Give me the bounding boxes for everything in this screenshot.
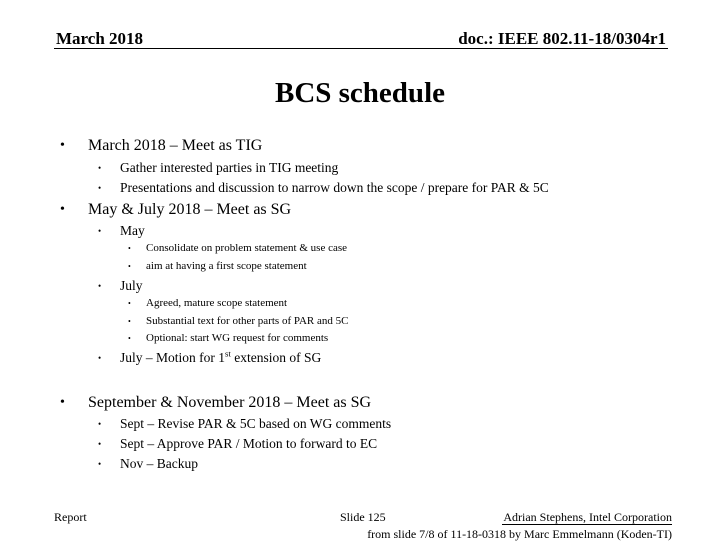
motion-text: July – Motion for 1 <box>120 350 226 365</box>
header-rule <box>54 48 668 49</box>
footer-source-note: from slide 7/8 of 11-18-0318 by Marc Emmelmann (Koden-TI) <box>367 527 672 541</box>
bullet-icon: • <box>98 226 102 236</box>
bullet-icon: • <box>98 353 102 363</box>
bullet-text: September & November 2018 – Meet as SG <box>88 394 372 411</box>
bullet-icon: • <box>128 334 131 343</box>
footer-author: Adrian Stephens, Intel Corporation <box>503 510 672 524</box>
bullet-icon: • <box>60 395 65 410</box>
bullet-icon: • <box>128 299 131 308</box>
sub-bullet-text <box>120 350 321 366</box>
bullet-icon: • <box>128 244 131 253</box>
footer-rule <box>502 524 672 525</box>
footer-report-label: Report <box>54 510 87 524</box>
sub-bullet-text: July <box>120 278 143 293</box>
header-date: March 2018 <box>56 29 144 48</box>
sub-sub-bullet-text: Substantial text for other parts of PAR and 5C <box>146 315 349 327</box>
bullet-icon: • <box>60 202 65 217</box>
bullet-text: May & July 2018 – Meet as SG <box>88 201 292 218</box>
sub-sub-bullet-text: Consolidate on problem statement & use case <box>146 242 348 254</box>
bullet-icon: • <box>98 439 102 449</box>
bullet-icon: • <box>98 183 102 193</box>
footer-slide-number: Slide 125 <box>340 510 386 524</box>
sub-bullet-text: Presentations and discussion to narrow down the scope / prepare for PAR & 5C <box>120 180 549 195</box>
ordinal-suffix: st <box>225 348 231 359</box>
bullet-text: March 2018 – Meet as TIG <box>88 137 263 154</box>
sub-sub-bullet-text: Agreed, mature scope statement <box>146 297 288 309</box>
sub-bullet-text: Gather interested parties in TIG meeting <box>120 160 339 175</box>
bullet-icon: • <box>98 419 102 429</box>
sub-bullet-text: Sept – Revise PAR & 5C based on WG comments <box>120 416 392 431</box>
bullet-icon: • <box>128 317 131 326</box>
sub-bullet-text: May <box>120 223 145 238</box>
slide-title: BCS schedule <box>274 77 445 109</box>
bullet-icon: • <box>98 459 102 469</box>
sub-sub-bullet-text: aim at having a first scope statement <box>146 260 307 272</box>
motion-text-end: extension of SG <box>230 350 322 365</box>
bullet-icon: • <box>98 163 102 173</box>
sub-sub-bullet-text: Optional: start WG request for comments <box>146 332 329 344</box>
sub-bullet-text: Sept – Approve PAR / Motion to forward to EC <box>120 436 378 451</box>
header-doc-id: doc.: IEEE 802.11-18/0304r1 <box>458 29 666 48</box>
bullet-icon: • <box>98 281 102 291</box>
bullet-icon: • <box>60 138 65 153</box>
sub-bullet-text: Nov – Backup <box>120 456 198 471</box>
bullet-icon: • <box>128 262 131 271</box>
